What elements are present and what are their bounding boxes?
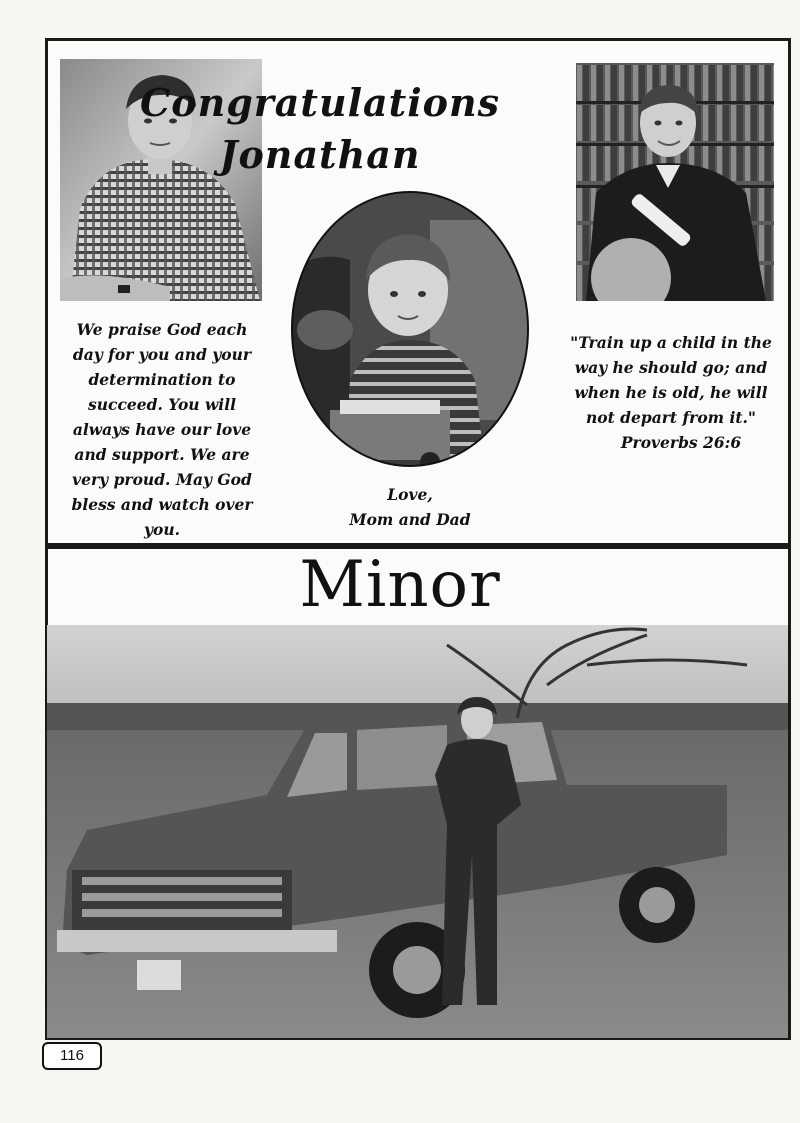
graduation-portrait-photo bbox=[576, 63, 774, 301]
signature-line-1: Love, bbox=[387, 485, 433, 504]
heading-line-2: Jonathan bbox=[219, 132, 421, 177]
surname-heading: Minor bbox=[299, 548, 501, 622]
message-line: always have our love bbox=[72, 420, 252, 439]
message-line: you. bbox=[143, 520, 180, 539]
truck-photo bbox=[47, 625, 788, 1038]
signature bbox=[310, 482, 510, 532]
heading-line-1: Congratulations bbox=[139, 80, 501, 125]
message-line: day for you and your bbox=[72, 345, 252, 364]
quote-line: not depart from it." bbox=[586, 408, 756, 427]
message-line: succeed. You will bbox=[88, 395, 236, 414]
message-line: and support. We are bbox=[74, 445, 250, 464]
message-line: very proud. May God bbox=[72, 470, 252, 489]
child-portrait-photo bbox=[290, 190, 530, 468]
message-line: We praise God each bbox=[76, 320, 248, 339]
quote-citation: Proverbs 26:6 bbox=[620, 433, 742, 452]
scripture-quote bbox=[556, 330, 786, 455]
parents-message bbox=[52, 317, 272, 542]
quote-line: when he is old, he will bbox=[574, 383, 768, 402]
page-number: 116 bbox=[42, 1042, 102, 1070]
quote-line: way he should go; and bbox=[574, 358, 768, 377]
quote-line: "Train up a child in the bbox=[570, 333, 772, 352]
message-line: bless and watch over bbox=[71, 495, 253, 514]
signature-line-2: Mom and Dad bbox=[349, 510, 471, 529]
message-line: determination to bbox=[88, 370, 236, 389]
